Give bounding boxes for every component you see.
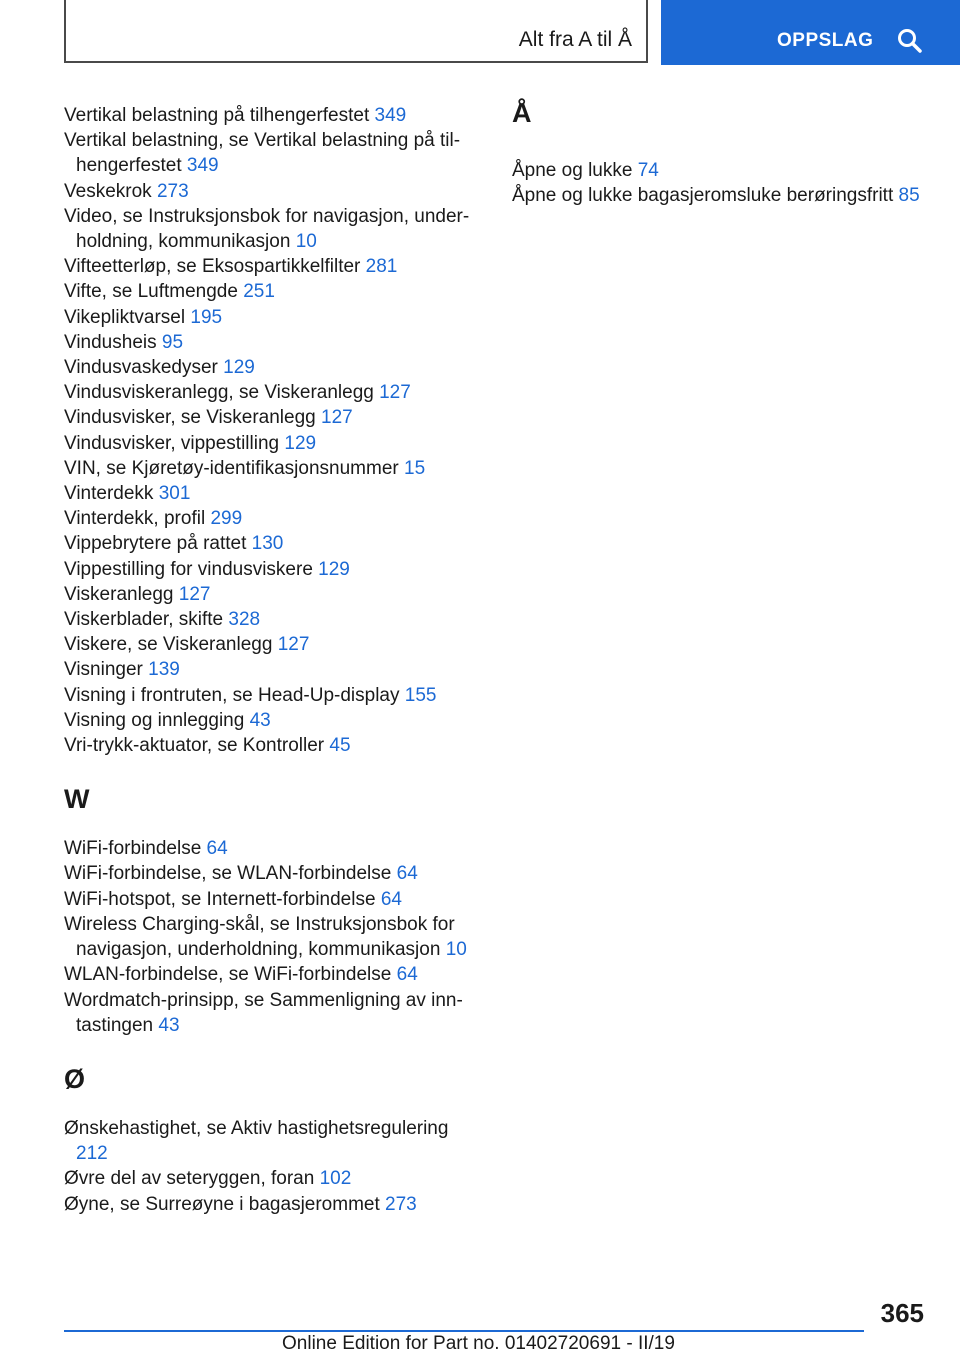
index-entry <box>64 607 474 632</box>
index-entry <box>64 582 474 607</box>
index-entry-text: Vertikal belastning på tilhengerfestet <box>64 105 370 126</box>
page-reference-link[interactable]: 64 <box>396 964 418 986</box>
page-reference-link[interactable]: 85 <box>898 185 920 207</box>
index-column-right <box>512 98 932 208</box>
index-entry <box>64 657 474 682</box>
index-entry <box>64 988 474 1038</box>
page-reference-link[interactable]: 139 <box>148 659 180 681</box>
page-reference-link[interactable]: 130 <box>251 533 284 555</box>
page-reference-link[interactable]: 273 <box>385 1193 417 1215</box>
page-reference-link[interactable]: 10 <box>445 939 467 961</box>
index-entry-text: Øvre del av seteryggen, foran <box>64 1168 315 1190</box>
index-entry-text: Viskere, se Viskeranlegg <box>64 634 273 656</box>
section-title: Alt fra A til Å <box>518 28 632 51</box>
index-entry-text: Vinterdekk, profil <box>64 508 206 530</box>
page-reference-link[interactable]: 301 <box>158 483 191 505</box>
page-reference-link[interactable]: 251 <box>243 281 275 303</box>
header-section-box <box>64 0 648 63</box>
index-entry <box>64 962 474 987</box>
index-entry <box>64 431 474 456</box>
index-entry <box>64 531 474 556</box>
index-entry <box>64 708 474 733</box>
page-reference-link[interactable]: 349 <box>186 155 219 177</box>
index-entry <box>64 456 474 481</box>
index-entry <box>64 128 474 178</box>
index-entry-text: Wireless Charging-skål, se Instruksjonsbok for navigasjon, underholdning, kommunikasjon <box>64 913 455 961</box>
index-entry <box>64 632 474 657</box>
index-group-w <box>64 836 474 1038</box>
index-entry <box>64 254 474 279</box>
index-entry <box>64 305 474 330</box>
index-column-left <box>64 103 474 1217</box>
page-reference-link[interactable]: 43 <box>158 1014 180 1036</box>
index-entry-text: Visning og innlegging <box>64 709 245 731</box>
page-reference-link[interactable]: 129 <box>318 558 350 580</box>
index-entry-text: Vindusheis <box>64 331 157 353</box>
index-entry <box>64 733 474 758</box>
index-entry-text: Øyne, se Surreøyne i bagasjerommet <box>64 1193 380 1215</box>
index-entry-text: Vikepliktvarsel <box>64 306 186 328</box>
index-entry <box>64 380 474 405</box>
index-entry <box>512 158 932 183</box>
page-reference-link[interactable]: 127 <box>379 382 411 404</box>
footer-divider <box>64 1330 864 1332</box>
index-entry-text: Vertikal belastning, se Vertikal belastning på tilhengerfestet <box>64 130 461 177</box>
index-entry <box>64 179 474 204</box>
index-entry <box>64 1116 474 1166</box>
page-reference-link[interactable]: 43 <box>249 709 271 731</box>
index-entry-text: Vindusvaskedyser <box>64 357 218 379</box>
index-entry-text: Viskerblader, skifte <box>64 609 224 631</box>
index-entry-text: Wordmatch-prinsipp, se Sammenligning av inntastingen <box>64 989 463 1036</box>
index-letter-heading: Å <box>512 98 532 128</box>
index-entry <box>64 861 474 886</box>
index-entry <box>512 183 932 208</box>
index-entry <box>64 481 474 506</box>
index-entry-text: Vindusvisker, vippestilling <box>64 432 280 454</box>
page-reference-link[interactable]: 155 <box>404 684 437 706</box>
page-reference-link[interactable]: 15 <box>404 457 426 479</box>
page-reference-link[interactable]: 349 <box>374 105 407 126</box>
page-number: 365 <box>880 1298 924 1328</box>
page-reference-link[interactable]: 328 <box>228 609 261 631</box>
page-reference-link[interactable]: 64 <box>206 838 228 860</box>
index-group-aa <box>512 158 932 208</box>
index-entry <box>64 683 474 708</box>
index-letter-heading: Ø <box>64 1063 86 1094</box>
page-reference-link[interactable]: 127 <box>178 583 211 605</box>
page-reference-link[interactable]: 129 <box>223 357 255 379</box>
index-entry-text: Vindusviskeranlegg, se Viskeranlegg <box>64 382 374 404</box>
index-entry <box>64 1166 474 1191</box>
index-entry-text: Vippebrytere på rattet <box>64 533 247 555</box>
index-entry-text: Veskekrok <box>64 180 152 202</box>
index-entry <box>64 355 474 380</box>
index-entry-text: Vinterdekk <box>64 483 154 505</box>
page-reference-link[interactable]: 281 <box>365 256 398 278</box>
index-entry-text: Visning i frontruten, se Head-Up-display <box>64 684 400 706</box>
index-entry <box>64 279 474 304</box>
oppslag-tab-label: OPPSLAG <box>777 30 874 51</box>
page-reference-link[interactable]: 10 <box>295 231 317 253</box>
index-entry-text: WiFi-forbindelse <box>64 838 202 860</box>
index-entry-text: Åpne og lukke bagasjeromsluke berøringsfritt <box>512 185 894 207</box>
footer-edition-text: Online Edition for Part no. 01402720691 - II/19 <box>282 1333 675 1354</box>
page-reference-link[interactable]: 127 <box>321 407 353 429</box>
index-letter-heading: W <box>64 784 90 815</box>
index-entry-text: Vippestilling for vindusviskere <box>64 558 313 580</box>
index-entry-text: Åpne og lukke <box>512 160 633 181</box>
page-reference-link[interactable]: 74 <box>637 160 659 181</box>
index-entry <box>64 836 474 861</box>
index-group-oe <box>64 1116 474 1217</box>
index-entry-text: VIN, se Kjøretøy-identifikasjonsnummer <box>64 457 399 479</box>
page-reference-link[interactable]: 195 <box>190 306 223 328</box>
page-reference-link[interactable]: 129 <box>284 432 317 454</box>
index-entry <box>64 506 474 531</box>
page-reference-link[interactable]: 95 <box>161 331 184 353</box>
page-reference-link[interactable]: 212 <box>76 1143 108 1165</box>
index-entry-text: Vindusvisker, se Viskeranlegg <box>64 407 316 429</box>
page-reference-link[interactable]: 64 <box>396 863 418 885</box>
index-entry-text: Visninger <box>64 659 143 681</box>
index-entry <box>64 103 474 128</box>
index-entry <box>64 330 474 355</box>
index-entry <box>64 912 474 962</box>
index-entry-text: WLAN-forbindelse, se WiFi-forbindelse <box>64 964 392 986</box>
index-entry-text: Vri-trykk-aktuator, se Kontroller <box>64 735 325 757</box>
index-entry <box>64 557 474 582</box>
oppslag-tab[interactable] <box>661 0 960 65</box>
index-entry <box>64 887 474 912</box>
index-entry <box>64 405 474 430</box>
page-reference-link[interactable]: 127 <box>277 634 310 656</box>
page-reference-link[interactable]: 102 <box>319 1168 352 1190</box>
index-entry-text: Ønskehastighet, se Aktiv hastighetsregulering <box>64 1117 449 1139</box>
index-entry-text: WiFi-hotspot, se Internett-forbindelse <box>64 888 376 910</box>
page-reference-link[interactable]: 299 <box>210 508 243 530</box>
index-entry-text: WiFi-forbindelse, se WLAN-forbindelse <box>64 863 392 885</box>
index-entry-text: Video, se Instruksjonsbok for navigasjon, underholdning, kommunikasjon <box>64 205 470 253</box>
page-reference-link[interactable]: 273 <box>156 180 189 202</box>
index-entry-text: Viskeranlegg <box>64 583 174 605</box>
index-entry-text: Vifteetterløp, se Eksospartikkelfilter <box>64 256 361 278</box>
search-icon[interactable] <box>897 28 923 54</box>
page-reference-link[interactable]: 45 <box>329 735 351 757</box>
index-entry-text: Vifte, se Luftmengde <box>64 281 238 303</box>
index-entry <box>64 1192 474 1217</box>
index-entry <box>64 204 474 254</box>
page-reference-link[interactable]: 64 <box>380 888 402 910</box>
index-group-v <box>64 103 474 758</box>
